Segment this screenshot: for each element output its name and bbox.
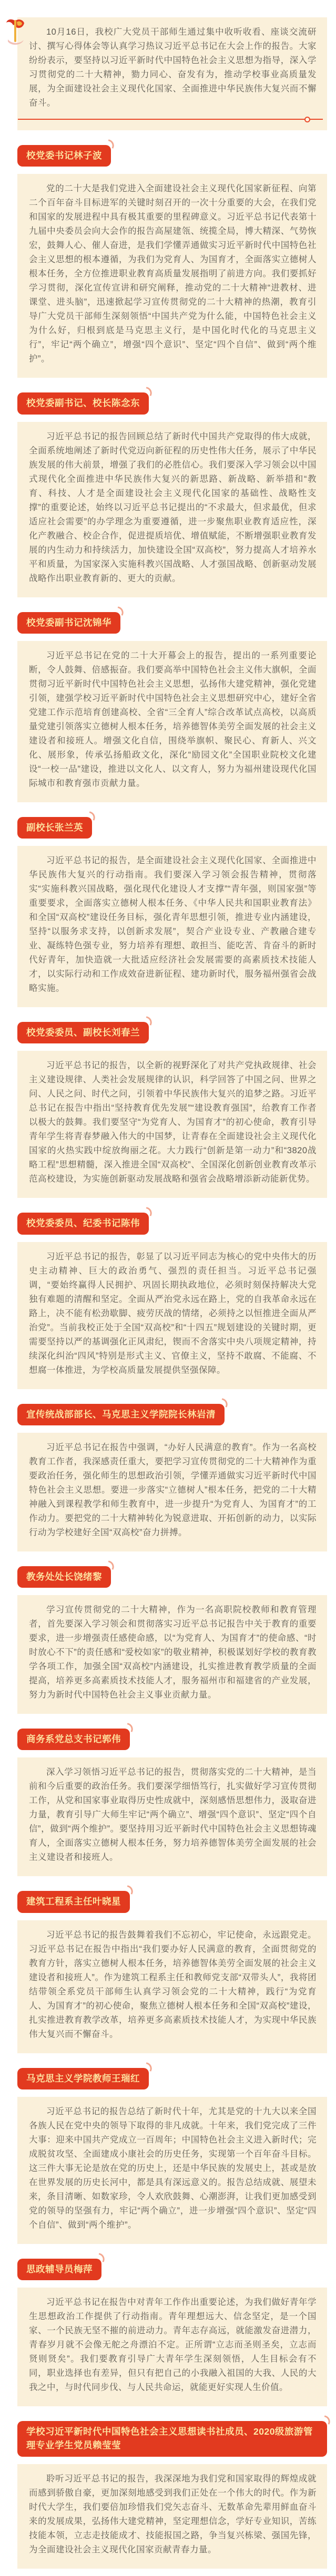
opinion-section <box>0 1198 336 1389</box>
section-ribbon <box>17 1404 225 1425</box>
section-ribbon <box>17 1022 149 1043</box>
opinion-section <box>0 1551 336 1714</box>
ribbon-label: 校党委委员、副校长刘春兰 <box>26 1027 140 1038</box>
opinion-section <box>0 2053 336 2244</box>
opinion-section <box>0 2421 336 2569</box>
section-text: 习近平总书记在党的二十大开幕会上的报告，提出的一系列重要论断，令人鼓舞、倍感振奋。我们要高举中国特色社会主义伟大旗帜，全面贯彻习近平新时代中国特色社会主义思想，弘扬伟大建党精神，强化党建引领，建强学校习近平新时代中国特色社会主义思想研究中心，建好全省党建工作示范培育创建高校、全省“三全育人”综合改革试点高校，以高质量党建引领落实立德树人根本任务，培养德智体美劳全面发展的社会主义建设者和接班人。增强文化自信，围绕举旗帜、聚民心、育新人、兴文化、展形象，传承弘扬船政文化，深化“励园文化”全国职业院校文化建设“一校一品”建设，推进以文化人、以文育人，努力为福州建设现代化国际城市和教育强市贡献力量。 <box>29 650 317 788</box>
section-ribbon <box>17 2068 149 2089</box>
section-text-block <box>17 846 327 1007</box>
section-text: 习近平总书记在报告中强调，“办好人民满意的教育”。作为一名高校教育工作者，我深感责任重大，要把学习宣传贯彻党的二十大精神作为重要政治任务，强化师生的思想政治引领，学懂弄通做实习近平新时代中国特色社会主义思想。要进一步落实“立德树人”根本任务，把党的二十大精神融入到课程教学和师生教育中，进一步提升“为党育人、为国育才”的工作动力。要把党的二十大精神转化为锐意进取、开拓创新的动力，以实际行动为学校建好全国“双高校”奋力拼搏。 <box>29 1442 317 1537</box>
ribbon-label: 学校习近平新时代中国特色社会主义思想读书社成员、2020级旅游管理专业学生党员赖莹莹 <box>26 2426 313 2451</box>
ribbon-label: 校党委副书记、校长陈念东 <box>26 398 140 409</box>
article-page <box>0 17 336 2576</box>
section-text: 学习宣传贯彻党的二十大精神，作为一名高职院校教师和教育管理者，首先要深入学习领会和贯彻落实习近平总书记报告中关于教育的重要要求，进一步增强责任感使命感，以“为党育人、为国育才”的使命感、“时时放心不下”的责任感和“爱校如家”的敬业精神，积极谋划好学校的教育教学各项工作，加强全国“双高校”内涵建设，扎实推进教育教学质量的全面提高，培养更多高素质技术技能人才，服务福州市和福建省的产业发展，努力为新时代中国特色社会主义事业贡献力量。 <box>29 1605 317 1700</box>
section-text: 党的二十大是我们党进入全面建设社会主义现代化国家新征程、向第二个百年奋斗目标进军的关键时刻召开的一次十分重要的大会，在我们党和国家的发展进程中具有极其重要的里程碑意义。习近平总书记代表第十九届中央委员会向大会作的报告高屋建瓴、统揽全局，博大精深、气势恢宏，鼓舞人心、催人奋进，是我们学懂弄通做实习近平新时代中国特色社会主义思想的根本遵循，为我们为党育人、为国育才，全面落实立德树人根本任务，全方位推进职业教育高质量发展指明了前进方向。我们要抓好学习贯彻，深化宣传宣讲和研究阐释，推动党的二十大精神“进教材、进课堂、进头脑”，迅速掀起学习宣传贯彻党的二十大精神的热潮，教育引导广大党员干部师生深刻领悟“中国共产党为什么能，中国特色社会主义为什么好，归根到底是马克思主义行，是中国化时代化的马克思主义行”，牢记“两个确立”，增强“四个意识”、坚定“四个自信”、做到“两个维护”。 <box>29 184 317 364</box>
ribbon-label: 副校长张兰英 <box>26 822 83 833</box>
section-text-block <box>17 2097 327 2244</box>
section-text-block <box>17 422 327 597</box>
divider-dot <box>304 117 310 122</box>
ribbon-label: 校党委委员、纪委书记陈伟 <box>26 1218 140 1229</box>
section-text-block <box>17 2288 327 2406</box>
ribbon-label: 教务处处长饶绪黎 <box>26 1571 102 1582</box>
section-text: 习近平总书记的报告，以全新的视野深化了对共产党执政规律、社会主义建设规律、人类社会发展规律的认识，科学回答了中国之问、世界之问、人民之问、时代之问，引领着中华民族伟大复兴的追梦之路。习近平总书记在报告中指出“坚持教育优先发展”“建设教育强国”，给教育工作者以极大的鼓舞。我们要坚守“为党育人、为国育才”的初心使命，教育引导青年学生将青春梦融入伟大的中国梦，让青春在全面建设社会主义现代化国家的火热实践中绽放绚丽之花。大力践行“创新是第一动力”和“3820战略工程”思想精髓，深入推进全国“双高校”、全国深化创新创业教育改革示范高校建设，为实施创新驱动发展战略和强省会战略增添新动能新优势。 <box>29 1061 317 1184</box>
section-text-block <box>17 1051 327 1198</box>
section-text-block <box>17 1595 327 1714</box>
intro-block <box>17 17 327 130</box>
section-text: 习近平总书记的报告鼓舞着我们不忘初心，牢记使命，永远跟党走。习近平总书记在报告中指出“我们要办好人民满意的教育，全面贯彻党的教育方针，落实立德树人根本任务，培养德智体美劳全面发展的社会主义建设者和接班人”。作为建筑工程系主任和教师党支部“双带头人”，我将团结带领全系党员干部师生认真学习领会党的二十大精神，践行“为党育人、为国育才”的初心使命，聚焦立德树人根本任务和全国“双高校”建设，扎实推进教育教学改革，培养更多高素质技术技能人才，为实现中华民族伟大复兴而不懈奋斗。 <box>29 1930 317 2039</box>
section-ribbon <box>17 1891 130 1912</box>
section-text: 深入学习领悟习近平总书记的报告，贯彻落实党的二十大精神，是当前和今后重要的政治任务。我们要深学细悟笃行，扎实做好学习宣传贯彻工作，从党和国家事业取得历史性成就中，深刻感悟思想伟力，汲取奋进力量，教育引导广大师生牢记“两个确立”、增强“四个意识”、坚定“四个自信”，做到“两个维护”。要坚持用习近平新时代中国特色社会主义思想铸魂育人，全面落实立德树人根本任务，努力培养德智体美劳全面发展的社会主义建设者和接班人。 <box>29 1767 317 1863</box>
ribbon-label: 校党委书记林子波 <box>26 150 102 161</box>
section-text: 习近平总书记的报告，彰显了以习近平同志为核心的党中央伟大的历史主动精神、巨大的政治勇气、强烈的责任担当。习近平总书记强调，“要始终赢得人民拥护、巩固长期执政地位，必须时刻保持解决大党独有难题的清醒和坚定。全面从严治党永远在路上，党的自我革命永远在路上，决不能有松劲歇脚、疲劳厌战的情绪，必须持之以恒推进全面从严治党”。当前我校正处于全国“双高校”和“十四五”规划建设的关键时期，更需要坚持以严的基调强化正风肃纪，锲而不舍落实中央八项规定精神，持续深化纠治“四风”特别是形式主义、官僚主义，坚持不敢腐、不能腐、不想腐一体推进，为学校高质量发展提供坚强保障。 <box>29 1251 317 1375</box>
red-flag-icon <box>4 18 26 47</box>
opinion-section <box>0 1389 336 1551</box>
section-text-block <box>17 641 327 802</box>
ribbon-label: 建筑工程系主任叶晓星 <box>26 1896 121 1907</box>
section-text-block <box>17 2464 327 2569</box>
opinion-section <box>0 130 336 378</box>
section-text: 习近平总书记的报告，是全面建设社会主义现代化国家、全面推进中华民族伟大复兴的行动指南。我们要深入学习领会报告精神，贯彻落实“实施科教兴国战略，强化现代化建设人才支撑”“青年强，则国家强”等重要要求，全面落实立德树人根本任务、《中华人民共和国职业教育法》和全国“双高校”建设任务目标，强化青年思想引领，推进专业内涵建设，坚持“以服务求支持，以创新求发展”，契合产业设专业、产教融合建专业、凝练特色强专业，努力培养有理想、敢担当、能吃苦、肯奋斗的新时代好青年，加快造就一大批适应经济社会发展需要的高素质技术技能人才，以实际行动和工作成效奋进新征程、建功新时代，服务福州强省会战略实施。 <box>29 856 317 993</box>
section-ribbon <box>17 392 149 414</box>
section-ribbon <box>17 1213 149 1234</box>
opinion-section <box>0 802 336 1007</box>
ribbon-label: 宣传统战部部长、马克思主义学院院长林岩清 <box>26 1409 216 1420</box>
section-divider <box>18 119 323 120</box>
ribbon-label: 商务系党总支书记郭伟 <box>26 1734 121 1744</box>
sections-container <box>0 130 336 2569</box>
intro-text: 10月16日，我校广大党员干部师生通过集中收听收看、座谈交流研讨、撰写心得体会等认真学习热议习近平总书记在大会上作的报告。大家纷纷表示，要坚持以习近平新时代中国特色社会主义思想为指导，深入学习贯彻党的二十大精神，勠力同心、奋发有为，推动学校事业高质量发展，为全面建设社会主义现代化国家、全面推进中华民族伟大复兴而不懈奋斗。 <box>29 27 317 108</box>
opinion-section <box>0 597 336 802</box>
section-text-block <box>17 1920 327 2053</box>
section-text: 聆听习近平总书记的报告，我深深地为我们党和国家取得的辉煌成就而感到骄傲自豪，更加深刻地感受到我们正处在一个伟大的时代。作为新时代大学生，我们要倍加珍惜我们党矢志奋斗、无数革命先辈用鲜血奋斗来的发展成果，弘扬伟大建党精神，坚定理想信念，学好专业知识，苦练技能本领，立志走技能成才、技能报国之路，争当复兴栋梁、强国先锋，为全面建设社会主义现代化国家贡献青春力量。 <box>29 2474 317 2554</box>
opinion-section <box>0 1876 336 2053</box>
section-ribbon <box>17 2259 101 2280</box>
opinion-section <box>0 1007 336 1198</box>
section-text-block <box>17 1433 327 1551</box>
section-text-block <box>17 1242 327 1389</box>
opinion-section <box>0 1714 336 1876</box>
opinion-section <box>0 378 336 597</box>
section-text-block <box>17 1757 327 1876</box>
section-ribbon <box>17 817 92 839</box>
ribbon-label: 校党委副书记沈锦华 <box>26 617 111 628</box>
ribbon-label: 思政辅导员梅萍 <box>26 2263 93 2274</box>
ribbon-label: 马克思主义学院教师王瑞红 <box>26 2073 140 2084</box>
section-ribbon <box>17 612 120 634</box>
section-text: 习近平总书记在报告中对青年工作作出重要论述，为我们做好青年学生思想政治工作提供了行动指南。青年理想远大、信念坚定，是一个国家、一个民族无坚不摧的前进动力。青年志存高远，就能激发奋进潜力，青春岁月就不会像无舵之舟漂泊不定。正所谓“立志而圣则圣矣，立志而贤则贤矣”。我们要教育引导广大青年学生深刻领悟，人生目标会有不同，职业选择也有差异，但只有把自己的小我融入祖国的大我、人民的大我之中，与时代同步伐、与人民共命运，就能更好实现人生价值。 <box>29 2298 317 2392</box>
opinion-section <box>0 2244 336 2406</box>
section-ribbon <box>17 1566 111 1588</box>
section-ribbon <box>17 2421 327 2457</box>
section-ribbon <box>17 145 111 167</box>
section-text: 习近平总书记的报告总结了新时代十年，尤其是党的十九大以来全国各族人民在党中央的领导下取得的非凡成就。十年来，我们党完成了三件大事：迎来中国共产党成立一百周年；中国特色社会主义进入新时代；完成脱贫攻坚、全面建成小康社会的历史任务，实现第一个百年奋斗目标。这三件大事无论是放在党的历史上，还是中华民族的发展史上，甚或是放在世界发展的历史长河中，都是具有深远意义的。报告总结成就、展望未来，条目清晰、如数家珍，令人欢欣鼓舞、心潮澎湃，让我们更加感受到党的领导的坚强有力，牢记“两个确立”，进一步增强“四个意识”、坚定“四个自信”、做到“两个维护”。 <box>29 2106 317 2230</box>
section-text-block <box>17 174 327 378</box>
section-ribbon <box>17 1729 130 1750</box>
section-text: 习近平总书记的报告回顾总结了新时代中国共产党取得的伟大成就，全面系统地阐述了新时代党迈向新征程的历史性伟大任务，展示了中华民族发展的伟大前景，增强了我们的必胜信心。我们要深入学习领会以中国式现代化全面推进中华民族伟大复兴的新思路、新战略、新举措和“教育、科技、人才是全面建设社会主义现代化国家的基础性、战略性支撑”的重要论述，始终以习近平总书记提出的“不求最大，但求最优，但求适应社会需要”的办学理念为重要遵循，进一步聚焦职业教育适应性，深化产教融合、校企合作，促进提质培优、增值赋能，不断增强职业教育发展的内生动力和持续活力，加快建设全国“双高校”，努力提高人才培养水平和质量，为国家深入实施科教兴国战略、人才强国战略、创新驱动发展战略作出职业教育新的、更大的贡献。 <box>29 431 317 583</box>
